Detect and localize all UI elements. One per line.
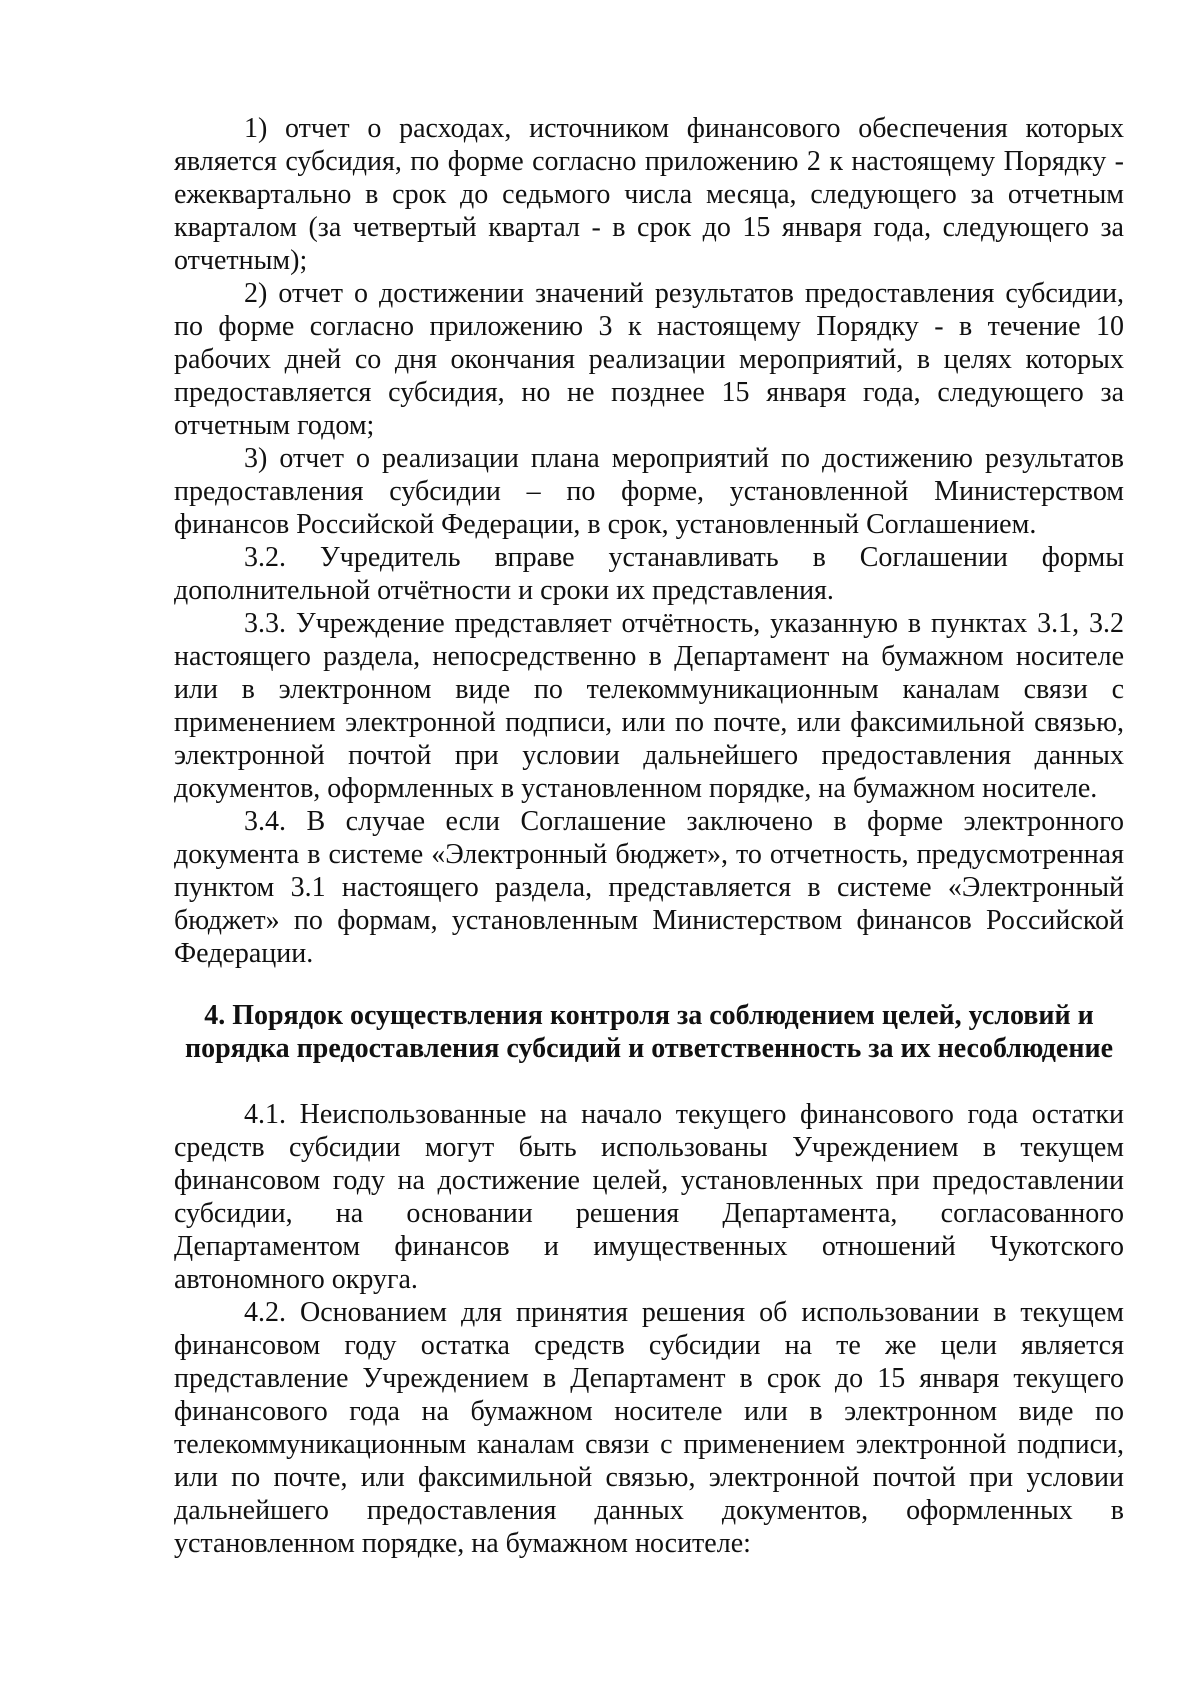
paragraph-3-4: 3.4. В случае если Соглашение заключено в форме электронного документа в системе «Электронный бюджет», то отчетность, предусмотренная пунктом 3.1 настоящего раздела, представляется в системе «Электронный бюджет» по формам, установленным Министерством финансов Российской Федерации. [174, 806, 1124, 969]
paragraph-4-1: 4.1. Неиспользованные на начало текущего финансового года остатки средств субсидии могут быть использованы Учреждением в текущем финансовом году на достижение целей, установленных при предоставлении субсидии, на основании решения Департамента, согласованного Департаментом финансов и имущественных отношений Чукотского автономного округа. [174, 1099, 1124, 1295]
paragraph-3-2: 3.2. Учредитель вправе устанавливать в Соглашении формы дополнительной отчётности и сроки их представления. [174, 542, 1124, 606]
paragraph-3-3: 3.3. Учреждение представляет отчётность, указанную в пунктах 3.1, 3.2 настоящего раздела, непосредственно в Департамент на бумажном носителе или в электронном виде по телекоммуникационным каналам связи с применением электронной подписи, или по почте, или факсимильной связью, электронной почтой при условии дальнейшего предоставления данных документов, оформленных в установленном порядке, на бумажном носителе. [174, 608, 1124, 804]
section-4-heading-line1: 4. Порядок осуществления контроля за соблюдением целей, условий и [204, 1000, 1094, 1031]
paragraph-report-plan: 3) отчет о реализации плана мероприятий по достижению результатов предоставления субсидии – по форме, установленной Министерством финансов Российской Федерации, в срок, установленный Соглашением. [174, 443, 1124, 540]
paragraph-report-results: 2) отчет о достижении значений результатов предоставления субсидии, по форме согласно приложению 3 к настоящему Порядку - в течение 10 рабочих дней со дня окончания реализации мероприятий, в целях которых предоставляется субсидия, но не позднее 15 января года, следующего за отчетным годом; [174, 278, 1124, 441]
document-body [174, 112, 1124, 1560]
paragraph-report-expenses: 1) отчет о расходах, источником финансового обеспечения которых является субсидия, по форме согласно приложению 2 к настоящему Порядку - ежеквартально в срок до седьмого числа месяца, следующего за отчетным кварталом (за четвертый квартал - в срок до 15 января года, следующего за отчетным); [174, 113, 1124, 276]
section-4-heading [174, 999, 1124, 1065]
section-4-heading-line2: порядка предоставления субсидий и ответственность за их несоблюдение [184, 1033, 1114, 1064]
paragraph-4-2: 4.2. Основанием для принятия решения об использовании в текущем финансовом году остатка средств субсидии на те же цели является представление Учреждением в Департамент в срок до 15 января текущего финансового года на бумажном носителе или в электронном виде по телекоммуникационным каналам связи с применением электронной подписи, или по почте, или факсимильной связью, электронной почтой при условии дальнейшего предоставления данных документов, оформленных в установленном порядке, на бумажном носителе: [174, 1297, 1124, 1559]
